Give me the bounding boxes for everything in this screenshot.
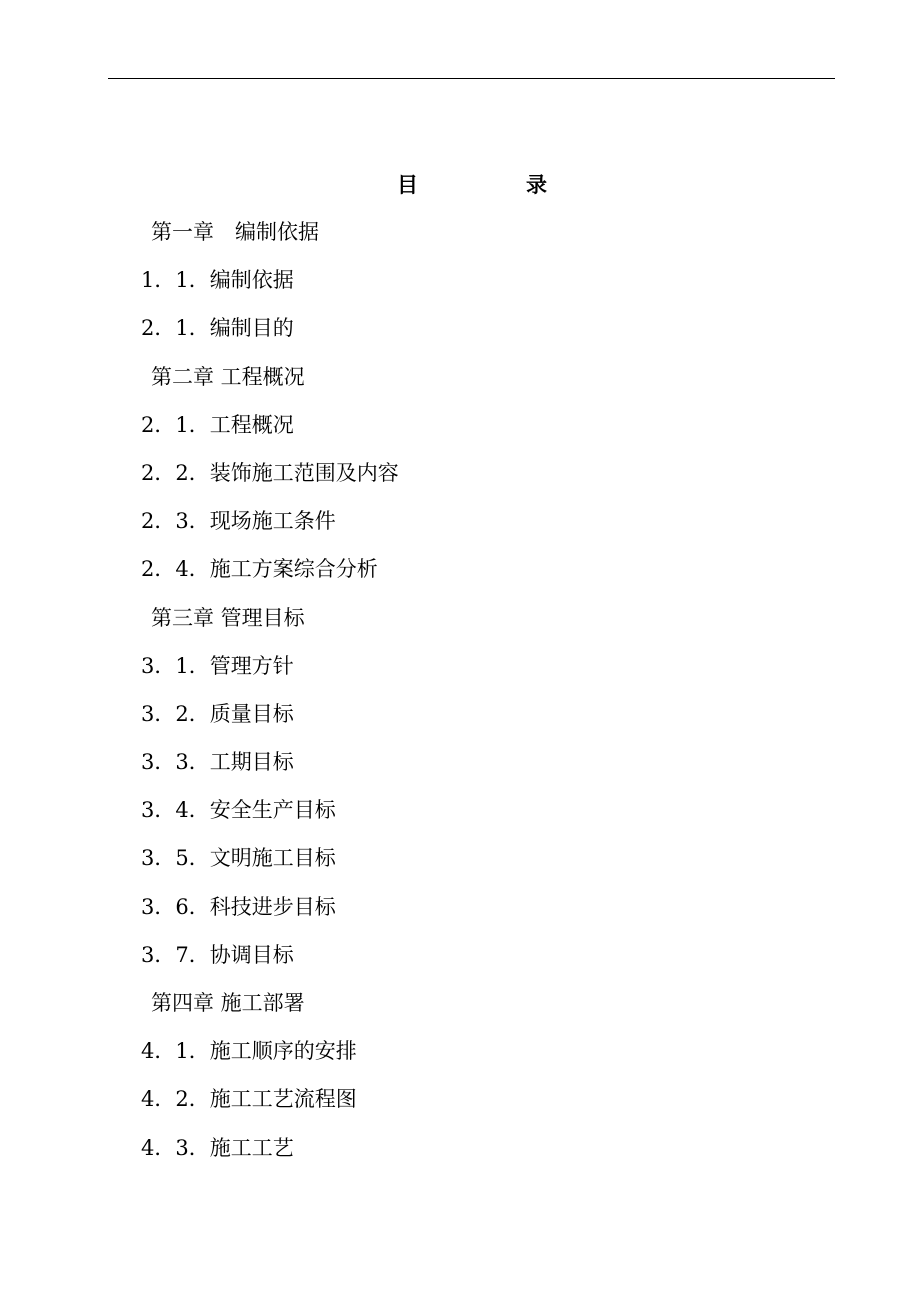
toc-chapter-entry[interactable]: 第一章 编制依据 bbox=[151, 220, 319, 244]
toc-chapter-entry[interactable]: 第三章 管理目标 bbox=[151, 605, 305, 630]
toc-chapter-entry[interactable]: 第四章 施工部署 bbox=[151, 991, 305, 1015]
toc-section-entry[interactable]: 3．5．文明施工目标 bbox=[141, 846, 336, 871]
toc-section-entry[interactable]: 2．2．装饰施工范围及内容 bbox=[141, 460, 399, 485]
toc-title-char: 目 bbox=[397, 172, 418, 197]
toc-section-entry[interactable]: 2．4．施工方案综合分析 bbox=[141, 557, 378, 582]
toc-section-entry[interactable]: 3．3．工期目标 bbox=[141, 750, 294, 775]
toc-list bbox=[0, 216, 920, 1180]
toc-section-entry[interactable]: 2．3．现场施工条件 bbox=[141, 509, 336, 534]
toc-section-entry[interactable]: 2．1．编制目的 bbox=[141, 316, 294, 341]
toc-section-entry[interactable]: 2．1．工程概况 bbox=[141, 412, 294, 437]
toc-title bbox=[0, 170, 920, 200]
toc-title-char: 录 bbox=[526, 172, 547, 197]
toc-section-entry[interactable]: 4．2．施工工艺流程图 bbox=[141, 1087, 357, 1112]
toc-section-entry[interactable]: 3．4．安全生产目标 bbox=[141, 798, 336, 823]
toc-chapter-entry[interactable]: 第二章 工程概况 bbox=[151, 364, 305, 389]
toc-section-entry[interactable]: 3．2．质量目标 bbox=[141, 701, 294, 726]
toc-section-entry[interactable]: 1．1．编制依据 bbox=[141, 268, 294, 293]
toc-section-entry[interactable]: 3．1．管理方针 bbox=[141, 653, 294, 678]
toc-section-entry[interactable]: 3．6．科技进步目标 bbox=[141, 894, 336, 919]
header-rule bbox=[108, 78, 835, 79]
toc-section-entry[interactable]: 4．3．施工工艺 bbox=[141, 1135, 294, 1160]
toc-section-entry[interactable]: 3．7．协调目标 bbox=[141, 942, 294, 967]
toc-section-entry[interactable]: 4．1．施工顺序的安排 bbox=[141, 1039, 357, 1064]
